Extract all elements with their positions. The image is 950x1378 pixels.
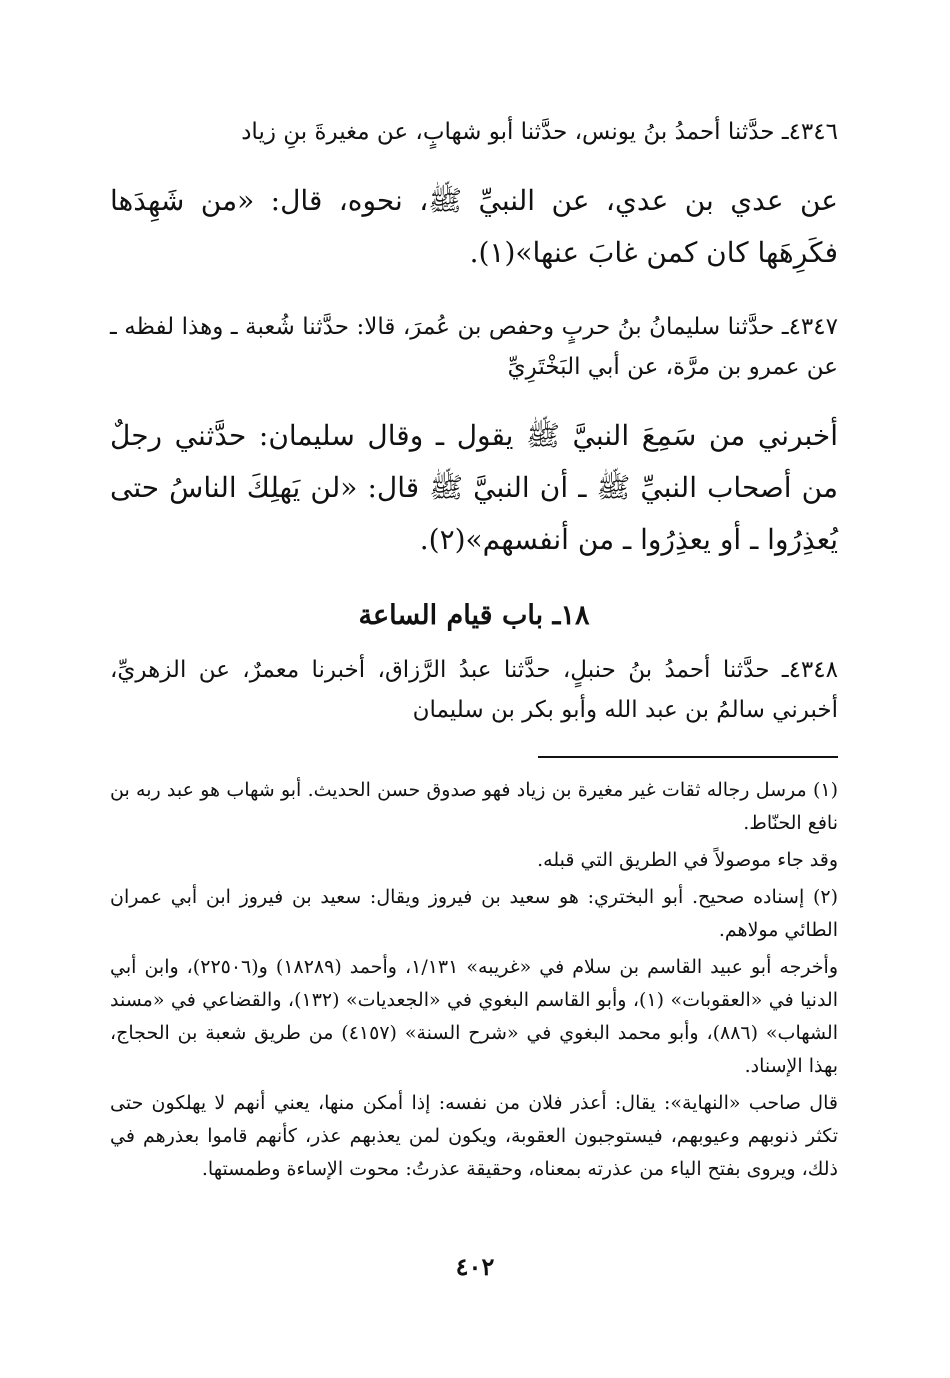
footnote-2-nihaya: قال صاحب «النهاية»: يقال: أعذر فلان من نفسه: إذا أمكن منها، يعني أنهم لا يهلكون حتى تكثر ذنوبهم وعيوبهم، فيستوجبون العقوبة، ويكون لمن يعذبهم عذر، كأنهم قاموا بعذرهم في ذلك، ويروى بفتح الياء من عذرته بمعناه، وحقيقة عذرتُ: محوت الإساءة وطمستها.	[110, 1092, 838, 1180]
page-body	[110, 100, 838, 1190]
hadith-4348	[110, 650, 838, 730]
footnote-2: (٢) إسناده صحيح. أبو البختري: هو سعيد بن فيروز ويقال: سعيد بن فيروز ابن أبي عمران الطائي مولاهم.	[110, 886, 838, 941]
footnote-1: (١) مرسل رجاله ثقات غير مغيرة بن زياد فهو صدوق حسن الحديث. أبو شهاب هو عبد ربه بن نافع الحنّاط.	[110, 779, 838, 834]
hadith-4348-isnad: ٤٣٤٨ـ حدَّثنا أحمدُ بنُ حنبلٍ، حدَّثنا عبدُ الرَّزاق، أخبرنا معمرٌ، عن الزهريِّ، أخبرني سالمُ بن عبد الله وأبو بكر بن سليمان	[110, 657, 838, 723]
page-number: ٤٠٢	[455, 1252, 495, 1281]
hadith-4347-matn: أخبرني من سَمِعَ النبيَّ ﷺ يقول ـ وقال سليمان: حدَّثني رجلٌ من أصحاب النبيِّ ﷺ ـ أن النبيَّ ﷺ قال: «لن يَهلِكَ الناسُ حتى يُعذِرُوا ـ أو يعذِرُوا ـ من أنفسهم»(٢).	[110, 419, 838, 556]
hadith-4347-isnad: ٤٣٤٧ـ حدَّثنا سليمانُ بنُ حربٍ وحفص بن عُمرَ، قالا: حدَّثنا شُعبة ـ وهذا لفظه ـ عن عمرو بن مرَّة، عن أبي البَخْتَرِيِّ	[110, 314, 838, 380]
hadith-4347	[110, 307, 838, 566]
footnote-2-takhrij: وأخرجه أبو عبيد القاسم بن سلام في «غريبه» ١/١٣١، وأحمد (١٨٢٨٩) و(٢٢٥٠٦)، وابن أبي الدنيا في «العقوبات» (١)، وأبو القاسم البغوي في «الجعديات» (١٣٢)، والقضاعي في «مسند الشهاب» (٨٨٦)، وأبو محمد البغوي في «شرح السنة» (٤١٥٧) من طريق شعبة بن الحجاج، بهذا الإسناد.	[110, 956, 839, 1077]
hadith-4346-matn: عن عدي بن عدي، عن النبيِّ ﷺ، نحوه، قال: «من شَهِدَها فكَرِهَها كان كمن غابَ عنها»(١).	[110, 184, 838, 269]
footnotes	[110, 774, 838, 1186]
footnote-divider	[538, 756, 838, 758]
footnote-1-continuation: وقد جاء موصولاً في الطريق التي قبله.	[537, 849, 838, 871]
chapter-title: ١٨ـ باب قيام الساعة	[358, 600, 590, 631]
hadith-4346-isnad: ٤٣٤٦ـ حدَّثنا أحمدُ بنُ يونس، حدَّثنا أبو شهابٍ، عن مغيرةَ بنِ زياد	[241, 119, 838, 145]
hadith-4346	[110, 112, 838, 279]
